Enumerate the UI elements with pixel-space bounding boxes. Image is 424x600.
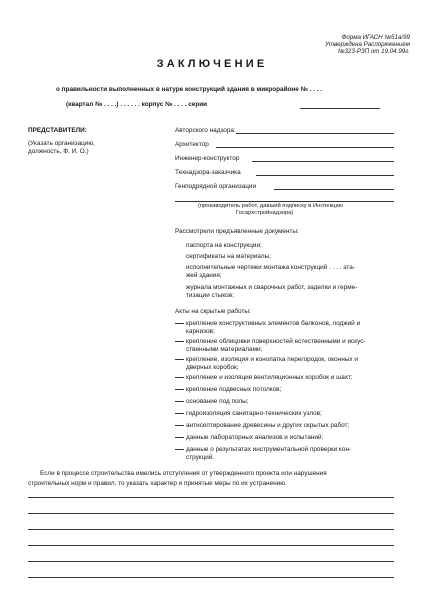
answer-line[interactable]	[28, 561, 394, 562]
field-author-supervision-label: Авторского надзора:	[175, 127, 236, 134]
answer-line[interactable]	[28, 513, 394, 514]
approval-note: Утверждена Распоряжением	[324, 41, 410, 48]
document-title: ЗАКЛЮЧЕНИЕ	[156, 58, 268, 70]
field-architect-label: Архитектор	[175, 141, 209, 148]
closing-line-2: строительных норм и правил, то указать характер и принятые меры по их устранению.	[28, 480, 287, 487]
document-item-cont: жей здания;	[186, 272, 222, 279]
dash-mark	[175, 341, 184, 342]
document-item: журнала монтажных и сварочных работ, заделки и герме-	[186, 284, 358, 291]
act-item-cont: ственными материалами;	[186, 346, 263, 353]
act-item: крепление, изоляция и конопатка перегородок, оконных и	[175, 356, 358, 364]
producer-note-2: Госархстройнадзора)	[236, 210, 294, 216]
act-item: гидроизоляция санитарно-технических узлов;	[175, 410, 322, 418]
closing-line-1: Если в процессе строительства имелись отступления от утвержденного проекта или нарушения	[40, 470, 327, 477]
order-number: №323-РЗП от 19.04.99г.	[337, 48, 410, 55]
dash-mark	[175, 449, 184, 450]
field-customer-supervision-label: Технадзора-заказчика	[175, 169, 241, 176]
field-general-contractor-line[interactable]	[274, 189, 394, 190]
dash-mark	[175, 425, 184, 426]
act-item-cont: струкций.	[186, 454, 215, 461]
field-general-contractor-label: Генподрядной организации	[175, 183, 257, 190]
acts-heading: Акты на скрытые работы:	[175, 308, 251, 315]
document-item: исполнительные чертежи монтажа конструкций . . . . эта-	[186, 264, 355, 271]
series-underline	[300, 108, 380, 109]
dash-mark	[175, 401, 184, 402]
document-item: паспорта на конструкции;	[186, 242, 262, 249]
field-author-supervision-line[interactable]	[236, 133, 394, 134]
dash-mark	[175, 437, 184, 438]
dash-mark	[175, 389, 184, 390]
act-item-cont: карнизов;	[186, 328, 215, 335]
act-item: данные лабораторных анализов и испытаний;	[175, 434, 323, 442]
act-item: крепление и изоляция вентиляционных коробок и шахт;	[175, 374, 353, 382]
dash-mark	[175, 323, 184, 324]
document-item: сертификаты на материалы;	[186, 253, 271, 260]
act-item: крепление подвесных потолков;	[175, 386, 281, 394]
field-producer-line[interactable]	[175, 201, 394, 202]
answer-line[interactable]	[28, 577, 394, 578]
field-engineer-label: Инженер-конструктор	[175, 155, 240, 162]
subtitle-line-2: (квартал № . . . .) . . . . . . корпус № . . . . серии	[66, 101, 208, 108]
subtitle-line-1: о правильности выполненных в натуре конструкций здания в микрорайоне № . . . .	[56, 86, 322, 93]
act-item-cont: дверных коробок;	[186, 364, 239, 371]
act-item: основание под полы;	[175, 398, 249, 406]
document-item-cont: тизации стыков;	[186, 292, 234, 299]
answer-line[interactable]	[28, 529, 394, 530]
documents-heading: Рассмотрели предъявленные документы:	[175, 228, 299, 235]
field-architect-line[interactable]	[216, 147, 394, 148]
dash-mark	[175, 413, 184, 414]
act-item: крепление облицовки поверхностей естественными и искус-	[175, 338, 366, 346]
representatives-hint-2: должность, Ф. И. О.)	[28, 148, 89, 155]
act-item: крепление конструктивных элементов балконов, лоджий и	[175, 320, 360, 328]
dash-mark	[175, 359, 184, 360]
dash-mark	[175, 377, 184, 378]
act-item: данные о результатах инструментальной проверки кон-	[175, 446, 351, 454]
answer-line[interactable]	[28, 497, 394, 498]
act-item: антисептирование древесины и других скрытых работ;	[175, 422, 349, 430]
form-number: Форма ИГАСН №51а/99	[341, 34, 410, 41]
answer-line[interactable]	[28, 545, 394, 546]
field-customer-supervision-line[interactable]	[256, 175, 394, 176]
field-engineer-line[interactable]	[252, 161, 394, 162]
representatives-hint-1: (Указать организацию,	[28, 140, 95, 147]
producer-note-1: (производитель работ, давший подписку в Инспекцию	[198, 203, 344, 209]
representatives-heading: ПРЕДСТАВИТЕЛИ:	[28, 127, 87, 134]
